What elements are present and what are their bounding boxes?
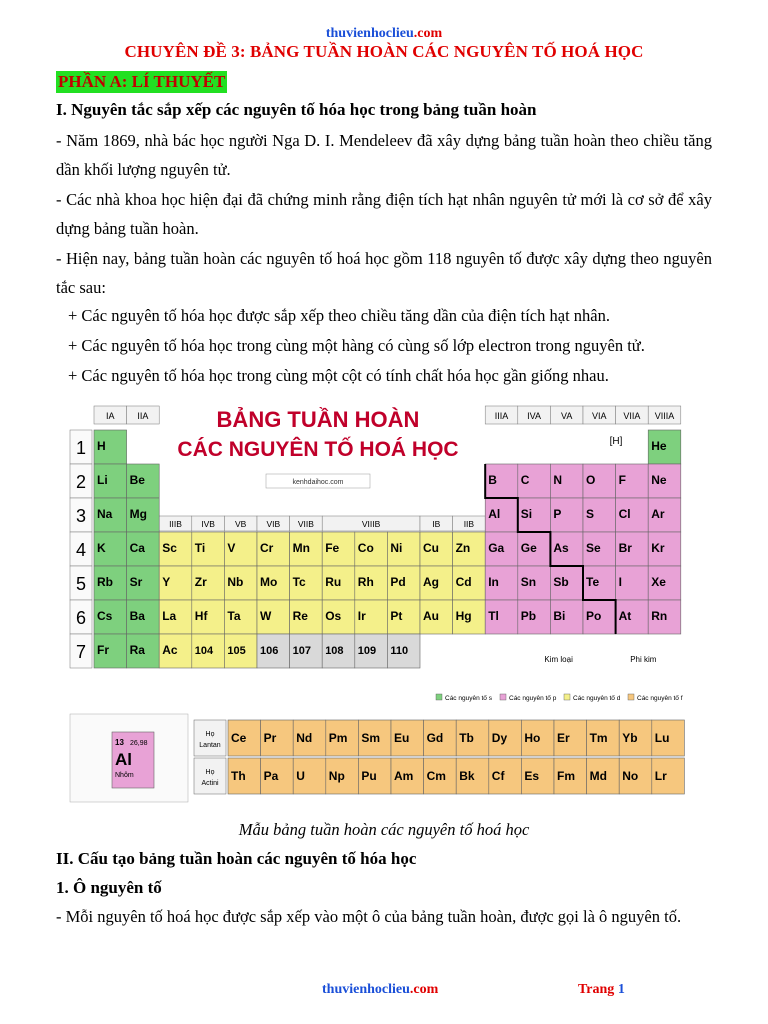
element-symbol: Pd — [390, 575, 406, 589]
element-symbol: K — [97, 541, 106, 555]
element-symbol: Re — [292, 609, 308, 623]
f-element-symbol: Lr — [654, 769, 667, 783]
group-label: VB — [235, 519, 247, 529]
site-header[interactable] — [0, 26, 768, 42]
element-symbol: Cr — [260, 541, 274, 555]
group-label: IVA — [527, 411, 542, 421]
f-element-symbol: Bk — [459, 769, 475, 783]
f-element-symbol: Nd — [296, 731, 313, 745]
f-element-symbol: Am — [394, 769, 414, 783]
section-2-heading: II. Cấu tạo bảng tuần hoàn các nguyên tố hóa học — [56, 849, 417, 868]
element-symbol: Xe — [651, 575, 666, 589]
element-symbol: Mg — [129, 507, 147, 521]
legend-label: Các nguyên tố p — [509, 695, 557, 702]
element-symbol: 110 — [390, 645, 409, 657]
element-symbol: H — [97, 439, 106, 453]
f-element-symbol: Pm — [328, 731, 348, 745]
lanthan-label-box — [194, 720, 226, 756]
f-element-symbol: Lu — [654, 731, 670, 745]
group-label: VA — [561, 411, 573, 421]
element-symbol: At — [618, 609, 632, 623]
element-symbol: Ne — [651, 473, 667, 487]
element-symbol: Bi — [553, 609, 566, 623]
element-symbol: Ra — [129, 643, 145, 657]
element-symbol: Kr — [651, 541, 665, 555]
f-element-symbol: Gd — [426, 731, 444, 745]
group-label: VIIA — [623, 411, 641, 421]
footer-site-name: thuvienhoclieu — [322, 982, 410, 997]
f-element-symbol: Es — [524, 769, 540, 783]
group-label: VIA — [592, 411, 607, 421]
element-symbol: Cd — [455, 575, 472, 589]
group-label: IA — [106, 411, 115, 421]
page-label: Trang — [578, 982, 615, 997]
figure-website: kenhdaihoc.com — [292, 479, 344, 486]
actini-label-box — [194, 758, 226, 794]
f-element-symbol: U — [296, 769, 305, 783]
element-symbol: Ge — [520, 541, 537, 555]
figure-title-line-2: CÁC NGUYÊN TỐ HOÁ HỌC — [177, 438, 459, 461]
element-symbol: Br — [618, 541, 632, 555]
f-element-symbol: Tb — [459, 731, 474, 745]
group-label: IIIA — [494, 411, 509, 421]
element-symbol: 109 — [357, 645, 377, 657]
group-label: VIIIB — [361, 519, 381, 529]
element-symbol: V — [227, 541, 236, 555]
period-number: 6 — [75, 608, 87, 628]
h-bracket-label: [H] — [609, 436, 623, 447]
bullet-1: + Các nguyên tố hóa học được sắp xếp theo chiều tăng dần của điện tích hạt nhân. — [68, 306, 610, 325]
f-element-symbol: Pu — [361, 769, 377, 783]
f-element-symbol: Np — [328, 769, 345, 783]
element-symbol: Au — [423, 609, 439, 623]
bullet-3: + Các nguyên tố hóa học trong cùng một cột có tính chất hóa học gần giống nhau. — [68, 366, 609, 385]
f-element-symbol: Fm — [557, 769, 575, 783]
element-symbol: F — [618, 473, 626, 487]
phi-kim-label: Phi kim — [630, 655, 657, 664]
element-symbol: Cl — [618, 507, 631, 521]
element-symbol: C — [520, 473, 530, 487]
element-symbol: Po — [586, 609, 602, 623]
page-num: 1 — [617, 982, 625, 997]
actini-label-2: Actini — [201, 780, 219, 787]
sample-number: 13 — [115, 738, 124, 747]
lanthan-label-2: Lantan — [199, 742, 221, 749]
element-symbol: He — [651, 439, 667, 453]
sample-name: Nhôm — [115, 772, 134, 779]
element-symbol: Ta — [227, 609, 241, 623]
figure-caption: Mẫu bảng tuần hoàn các nguyên tố hoá học — [238, 820, 530, 839]
element-symbol: Ru — [325, 575, 342, 589]
element-symbol: W — [260, 609, 272, 623]
element-symbol: Y — [162, 575, 171, 589]
period-number: 5 — [75, 574, 87, 594]
element-symbol: In — [488, 575, 499, 589]
element-symbol: Rh — [357, 575, 374, 589]
paragraph-3: - Hiện nay, bảng tuần hoàn các nguyên tố hoá học gồm 118 nguyên tố được xây dựng theo nguyên tắc sau: — [56, 249, 712, 297]
element-symbol: Sn — [520, 575, 537, 589]
element-symbol: La — [162, 609, 177, 623]
f-element-symbol: Tm — [589, 731, 608, 745]
f-element-symbol: Th — [231, 769, 246, 783]
sample-mass: 26,98 — [130, 740, 148, 747]
element-symbol: Co — [357, 541, 374, 555]
page-number — [578, 982, 625, 998]
element-symbol: Na — [97, 507, 113, 521]
periodic-table-image — [68, 402, 692, 806]
f-element-symbol: No — [622, 769, 639, 783]
element-symbol: Fr — [97, 643, 109, 657]
element-symbol: Al — [488, 507, 501, 521]
element-symbol: Mn — [292, 541, 310, 555]
element-symbol: O — [586, 473, 596, 487]
section-1-heading: I. Nguyên tắc sắp xếp các nguyên tố hóa học trong bảng tuần hoàn — [56, 100, 537, 119]
actini-label-1: Họ — [205, 769, 215, 776]
f-element-symbol: Pr — [263, 731, 277, 745]
element-symbol: Ni — [390, 541, 403, 555]
f-element-symbol: Eu — [394, 731, 410, 745]
element-symbol: Ga — [488, 541, 505, 555]
element-symbol: 105 — [227, 645, 246, 657]
period-number: 4 — [75, 540, 87, 560]
paragraph-1: - Năm 1869, nhà bác học người Nga D. I. Mendeleev đã xây dựng bảng tuần hoàn theo chiều tăng dần khối lượng nguyên tử. — [56, 131, 712, 179]
f-element-symbol: Ce — [231, 731, 247, 745]
periodic-table-figure — [68, 402, 692, 806]
element-symbol: As — [553, 541, 569, 555]
element-symbol: 108 — [325, 645, 344, 657]
f-element-symbol: Er — [557, 731, 570, 745]
group-label: VIB — [266, 519, 281, 529]
element-symbol: Sb — [553, 575, 569, 589]
element-symbol: N — [553, 473, 563, 487]
sample-symbol: Al — [115, 750, 132, 769]
element-symbol: Ca — [129, 541, 145, 555]
element-symbol: Zn — [455, 541, 471, 555]
element-symbol: Rb — [97, 575, 113, 589]
site-tld: .com — [413, 26, 443, 41]
group-label: IVB — [201, 519, 215, 529]
element-symbol: Cs — [97, 609, 113, 623]
f-element-symbol: Yb — [622, 731, 638, 745]
legend-swatch — [564, 694, 570, 700]
element-symbol: Ir — [357, 609, 366, 623]
element-symbol: Ti — [194, 541, 206, 555]
site-name: thuvienhoclieu — [325, 26, 414, 41]
element-symbol: Zr — [194, 575, 207, 589]
legend-label: Các nguyên tố f — [637, 695, 683, 702]
f-element-symbol: Cm — [426, 769, 446, 783]
element-symbol: Ar — [651, 507, 665, 521]
f-element-symbol: Dy — [491, 731, 508, 745]
kim-loai-label: Kim loại — [544, 655, 573, 664]
f-element-symbol: Sm — [361, 731, 381, 745]
element-symbol: Pt — [390, 609, 403, 623]
element-symbol: 106 — [260, 645, 279, 657]
paragraph-4: - Mỗi nguyên tố hoá học được sắp xếp vào một ô của bảng tuần hoàn, được gọi là ô nguyên tố. — [56, 907, 682, 926]
element-symbol: Ac — [162, 643, 178, 657]
element-symbol: Se — [586, 541, 601, 555]
element-symbol: Fe — [325, 541, 340, 555]
period-number: 2 — [75, 472, 87, 492]
element-symbol: Nb — [227, 575, 244, 589]
element-symbol: Be — [129, 473, 145, 487]
part-a-heading: PHẦN A: LÍ THUYẾT — [58, 72, 226, 91]
element-symbol: 107 — [292, 645, 311, 657]
f-element-symbol: Cf — [491, 769, 505, 783]
legend-swatch — [500, 694, 506, 700]
document-title: CHUYÊN ĐỀ 3: BẢNG TUẦN HOÀN CÁC NGUYÊN TỐ HOÁ HỌC — [124, 42, 644, 61]
f-element-symbol: Ho — [524, 731, 541, 745]
element-symbol: P — [553, 507, 562, 521]
site-footer[interactable] — [322, 982, 438, 998]
legend-swatch — [628, 694, 634, 700]
group-label: VIIIA — [654, 411, 675, 421]
lanthan-label-1: Họ — [205, 731, 215, 738]
period-number: 7 — [75, 642, 87, 662]
element-symbol: 104 — [194, 645, 214, 657]
f-element-symbol: Md — [589, 769, 607, 783]
element-symbol: Cu — [423, 541, 439, 555]
f-element-symbol: Pa — [263, 769, 279, 783]
element-symbol: Sc — [162, 541, 177, 555]
element-symbol: Ag — [423, 575, 439, 589]
element-symbol: Tc — [292, 575, 306, 589]
element-symbol: I — [618, 575, 622, 589]
element-symbol: Li — [97, 473, 108, 487]
element-symbol: Pb — [520, 609, 537, 623]
period-number: 1 — [75, 438, 87, 458]
element-symbol: Mo — [260, 575, 278, 589]
element-symbol: Hf — [194, 609, 208, 623]
element-symbol: Si — [520, 507, 533, 521]
footer-site-tld: .com — [409, 982, 439, 997]
group-label: IB — [432, 519, 441, 529]
legend-label: Các nguyên tố s — [445, 695, 492, 702]
figure-title-line-1: BẢNG TUẦN HOÀN — [216, 407, 420, 432]
group-label: IIB — [463, 519, 475, 529]
element-symbol: Tl — [488, 609, 499, 623]
element-symbol: S — [586, 507, 595, 521]
paragraph-2: - Các nhà khoa học hiện đại đã chứng minh rằng điện tích hạt nhân nguyên tử mới là cơ sở để xây dựng bảng tuần hoàn. — [56, 190, 712, 238]
period-number: 3 — [75, 506, 87, 526]
group-label: IIIB — [169, 519, 182, 529]
element-symbol: Rn — [651, 609, 668, 623]
element-symbol: Os — [325, 609, 342, 623]
bullet-2: + Các nguyên tố hóa học trong cùng một hàng có cùng số lớp electron trong nguyên tử. — [68, 336, 645, 355]
element-symbol: Hg — [455, 609, 472, 623]
group-label: VIIB — [297, 519, 314, 529]
legend-label: Các nguyên tố d — [573, 695, 621, 702]
element-symbol: Ba — [129, 609, 145, 623]
group-label: IIA — [137, 411, 149, 421]
subsection-1-heading: 1. Ô nguyên tố — [56, 878, 162, 897]
element-symbol: Sr — [129, 575, 143, 589]
element-symbol: B — [488, 473, 497, 487]
element-symbol: Te — [586, 575, 600, 589]
legend-swatch — [436, 694, 442, 700]
